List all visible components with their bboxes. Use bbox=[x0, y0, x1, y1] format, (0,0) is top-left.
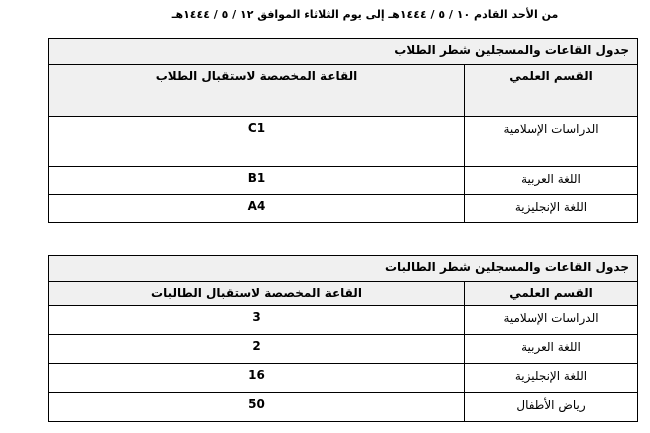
column-header-hall: القاعة المخصصة لاستقبال الطالبات bbox=[49, 282, 465, 306]
table-row-hall: 50 bbox=[49, 393, 465, 422]
students-halls-table bbox=[48, 38, 638, 223]
female-students-halls-table bbox=[48, 255, 638, 422]
table-row-hall: 3 bbox=[49, 306, 465, 335]
column-header-hall: القاعة المخصصة لاستقبال الطلاب bbox=[49, 65, 465, 117]
table-row-hall: C1 bbox=[49, 117, 465, 167]
table-title: جدول القاعات والمسجلين شطر الطالبات bbox=[49, 256, 638, 282]
column-header-department: القسم العلمي bbox=[465, 65, 638, 117]
table-row-department: الدراسات الإسلامية bbox=[465, 306, 638, 335]
table-row-department: اللغة العربية bbox=[465, 335, 638, 364]
table-row-department: اللغة الإنجليزية bbox=[465, 364, 638, 393]
table-row-department: اللغة العربية bbox=[465, 167, 638, 195]
column-header-department: القسم العلمي bbox=[465, 282, 638, 306]
table-row-department: الدراسات الإسلامية bbox=[465, 117, 638, 167]
table-row-hall: 16 bbox=[49, 364, 465, 393]
table-title: جدول القاعات والمسجلين شطر الطلاب bbox=[49, 39, 638, 65]
schedule-date-range: من الأحد القادم ١٠ / ٥ / ١٤٤٤هـ إلى يوم الثلاثاء الموافق ١٢ / ٥ / ١٤٤٤هـ bbox=[171, 8, 559, 21]
table-row-department: اللغة الإنجليزية bbox=[465, 195, 638, 223]
table-row-hall: A4 bbox=[49, 195, 465, 223]
table-row-hall: B1 bbox=[49, 167, 465, 195]
table-row-department: رياض الأطفال bbox=[465, 393, 638, 422]
table-row-hall: 2 bbox=[49, 335, 465, 364]
